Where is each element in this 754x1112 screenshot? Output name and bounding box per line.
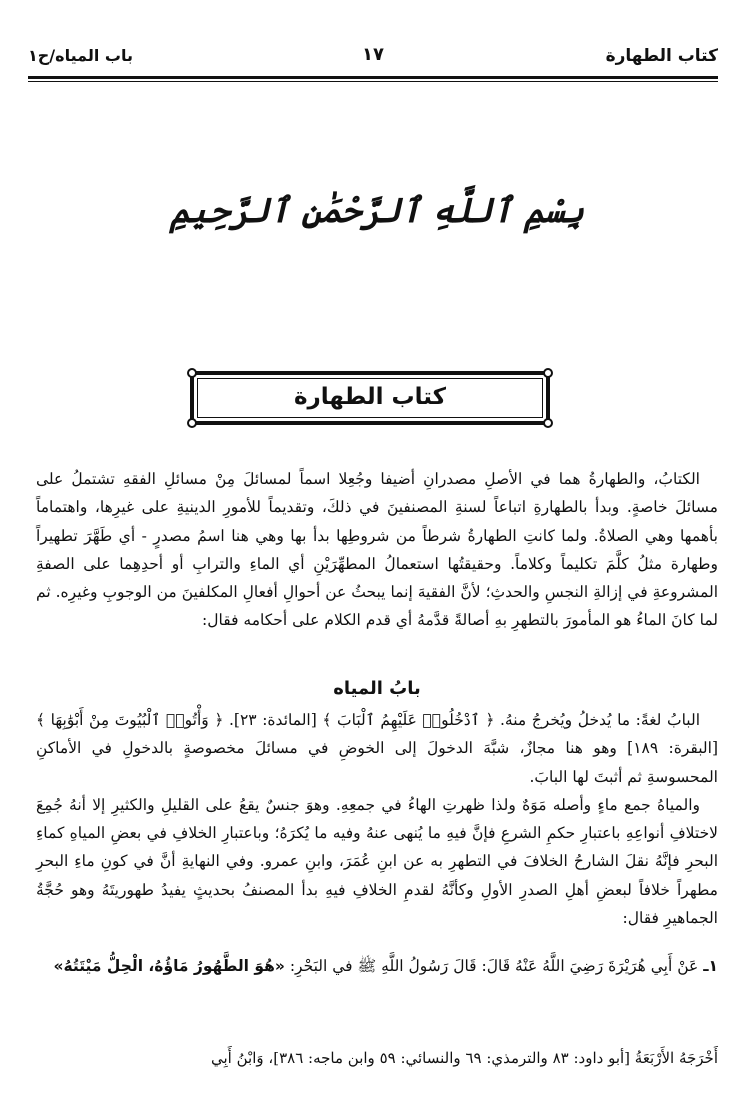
book-title: كتاب الطهارة [293, 384, 447, 410]
header-book-name: كتاب الطهارة [605, 46, 718, 66]
intro-text [36, 465, 718, 635]
frame-ornament [543, 418, 553, 428]
frame-ornament [187, 418, 197, 428]
chapter-title: بابُ المياه [333, 678, 421, 699]
hadith-narration: عَنْ أَبِي هُرَيْرَةَ رَضِيَ اللَّهُ عَنْهُ قَالَ: قَالَ رَسُولُ اللَّهِ ﷺ في البَحْرِ: [289, 957, 699, 975]
frame-ornament [187, 368, 197, 378]
header-section-ref: باب المياه/ح١ [28, 46, 134, 65]
book-title-frame [190, 371, 550, 425]
hadith-number: ١ـ [703, 957, 718, 975]
intro-paragraph: الكتابُ، والطهارةُ هما في الأصلِ مصدرانِ أضيفا وجُعِلا اسماً لمسائلَ مِنْ مسائلِ الفقهِ تشتملُ على مسائلَ خاصةٍ. وبدأ بالطهارةِ اتباعاً لسنةِ المصنفينَ في ذلكَ، وتقديماً للأمورِ الدينيةِ على غيرِها، واهتماماً بأهمها وهي الصلاةُ. ولما كانتِ الطهارةُ شرطاً من شروطِها بدأ بها وهي هنا اسمُ مصدرٍ - أي طَهَّرَ تطهيراً وطهارة مثلُ كلَّمَ تكليماً وكلاماً. وحقيقتُها استعمالُ المطهِّرَيْنِ أي الماءِ والترابِ أو أحدِهِما على الصفةِ المشروعةِ في إزالةِ النجسِ والحدثِ؛ لأنَّ الفقيهَ إنما يبحثُ عن أحوالِ أفعالِ المكلفينَ من الوجوبِ وغيرِه. ثم لما كانَ الماءُ هو المأمورَ بالتطهرِ بهِ أصالةً قدَّمهُ أي قدم الكلام على أحكامه فقال: [36, 470, 718, 630]
takhrij: أَخْرَجَهُ الأَرْبَعَةُ [أبو داود: ٨٣ والترمذي: ٦٩ والنسائي: ٥٩ وابن ماجه: ٣٨٦]، وَابْنُ أَبِي [211, 1049, 718, 1067]
chapter-text [36, 706, 718, 932]
chapter-paragraph: والمياهُ جمع ماءٍ وأصله مَوَهٌ ولذا ظهرتِ الهاءُ في جمعِهِ. وهوَ جنسٌ يقعُ على القليلِ والكثيرِ إلا أنهُ جُمِعَ لاختلافِ أنواعِهِ باعتبارِ حكمِ الشرعِ فإنَّ فيهِ ما يُنهى عنهُ وفيه ما يُكرَهُ؛ وباعتبارِ الخلافِ في بعضِ المياهِ كماءِ البحرِ فإنَّهُ نقلَ الشارحُ الخلافَ في التطهرِ به عن ابنِ عُمَرَ، وابنِ عمرو. وفي النهايةِ أنَّ في كونِ ماءِ البحرِ مطهراً خلافاً لبعضِ أهلِ الصدرِ الأولِ وكأنَّهُ لقدمِ الخلافِ فيهِ بدأ المصنفُ بحديثٍ يفيدُ طهوريتَهُ وهو حُجَّةُ الجماهيرِ فقال: [36, 795, 718, 928]
header-rule [28, 76, 718, 82]
basmala: بِسْمِ ٱللَّهِ ٱلرَّحْمَٰنِ ٱلرَّحِيمِ [169, 191, 585, 231]
hadith [36, 952, 718, 980]
running-header [28, 42, 718, 76]
header-page-number: ١٧ [362, 44, 384, 65]
frame-ornament [543, 368, 553, 378]
chapter-paragraph: البابُ لغةً: ما يُدخلُ ويُخرجُ منهُ. ﴿ ٱدْخُلُوا۟ عَلَيْهِمُ ٱلْبَابَ ﴾ [المائدة: ٢٣]. ﴿ وَأْتُوا۟ ٱلْبُيُوتَ مِنْ أَبْوَٰبِهَا ﴾ [البقرة: ١٨٩] وهو هنا مجازٌ، شبَّهَ الدخولَ إلى الخوضِ في مسائلَ مخصوصةٍ بالدخولِ في الأماكنِ المحسوسةِ ثم أثبتَ لها البابَ. [36, 711, 719, 786]
hadith-text: «هُوَ الطَّهُورُ مَاؤُهُ، الْحِلُّ مَيْتَتُهُ» [53, 957, 285, 975]
